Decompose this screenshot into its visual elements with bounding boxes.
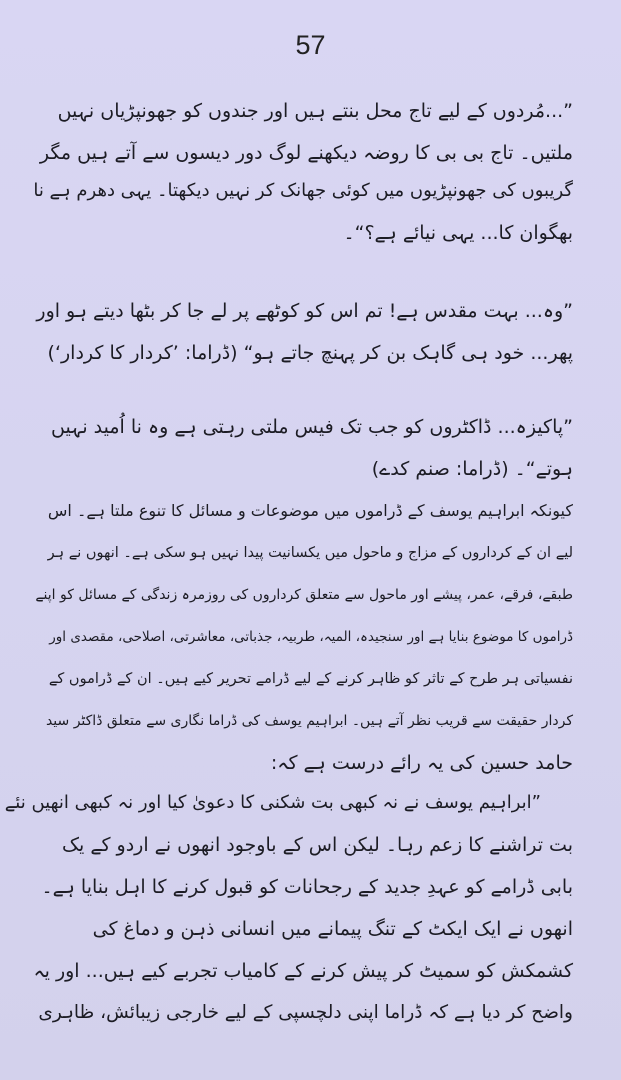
quote-line: بابی ڈرامے کو عہدِ جدید کے رجحانات کو قبول کرنے کا اہل بنایا ہے۔ xyxy=(41,876,573,898)
quote-line: ”ابراہیم یوسف نے نہ کبھی بت شکنی کا دعویٰ کیا اور نہ کبھی انھیں نئے xyxy=(4,792,541,813)
text-line: کیونکہ ابراہیم یوسف کے ڈراموں میں موضوعات و مسائل کا تنوع ملتا ہے۔ اس xyxy=(47,501,573,520)
text-line: گریبوں کی جھونپڑیوں میں کوئی جھانک کر نہیں دیکھتا۔ یہی دھرم ہے نا xyxy=(33,180,573,201)
page-number: 57 xyxy=(295,30,326,60)
text-line: ہوتے“۔ (ڈراما: صنم کدے) xyxy=(371,458,573,480)
quote-line: کشمکش کو سمیٹ کر پیش کرنے کے کامیاب تجربے کیے ہیں... اور یہ xyxy=(33,960,573,982)
text-line: ملتیں۔ تاج بی بی کا روضہ دیکھنے لوگ دور دیسوں سے آتے ہیں مگر xyxy=(39,142,573,164)
text-line: حامد حسین کی یہ رائے درست ہے کہ: xyxy=(270,752,573,774)
quote-line: انھوں نے ایک ایکٹ کے تنگ پیمانے میں انسانی ذہن و دماغ کی xyxy=(92,918,573,940)
text-line: نفسیاتی ہر طرح کے تاثر کو ظاہر کرنے کے لیے ڈرامے تحریر کیے ہیں۔ ان کے ڈراموں کے xyxy=(48,671,573,687)
text-line: طبقے، فرقے، عمر، پیشے اور ماحول سے متعلق کرداروں کی روزمرہ زندگی کے مسائل کو اپنے xyxy=(35,587,573,603)
text-line: ”پاکیزہ... ڈاکٹروں کو جب تک فیس ملتی رہتی ہے وہ نا اُمید نہیں xyxy=(51,416,573,438)
text-line: ڈراموں کا موضوع بنایا ہے اور سنجیدہ، المیہ، طربیہ، جذباتی، معاشرتی، اصلاحی، مقصدی اور xyxy=(49,629,573,645)
text-line: لیے ان کے کرداروں کے مزاج و ماحول میں یکسانیت پیدا نہیں ہو سکی ہے۔ انھوں نے ہر xyxy=(47,545,573,561)
text-line: ”...مُردوں کے لیے تاج محل بنتے ہیں اور جندوں کو جھونپڑیاں نہیں xyxy=(57,100,573,122)
quote-line: بت تراشنے کا زعم رہا۔ لیکن اس کے باوجود انھوں نے اردو کے یک xyxy=(62,834,573,856)
text-line: پھر... خود ہی گاہک بن کر پہنچ جاتے ہو“ (ڈراما: ’کردار کا کردار‘) xyxy=(47,342,573,364)
text-line: بھگوان کا... یہی نیائے ہے؟“۔ xyxy=(343,222,573,244)
text-line: ”وہ... بہت مقدس ہے! تم اس کو کوٹھے پر لے جا کر بٹھا دیتے ہو اور xyxy=(36,300,573,322)
text-line: کردار حقیقت سے قریب نظر آتے ہیں۔ ابراہیم یوسف کی ڈراما نگاری سے متعلق ڈاکٹر سید xyxy=(45,713,573,729)
quote-line: واضح کر دیا ہے کہ ڈراما اپنی دلچسپی کے لیے خارجی زیبائش، ظاہری xyxy=(38,1002,573,1023)
